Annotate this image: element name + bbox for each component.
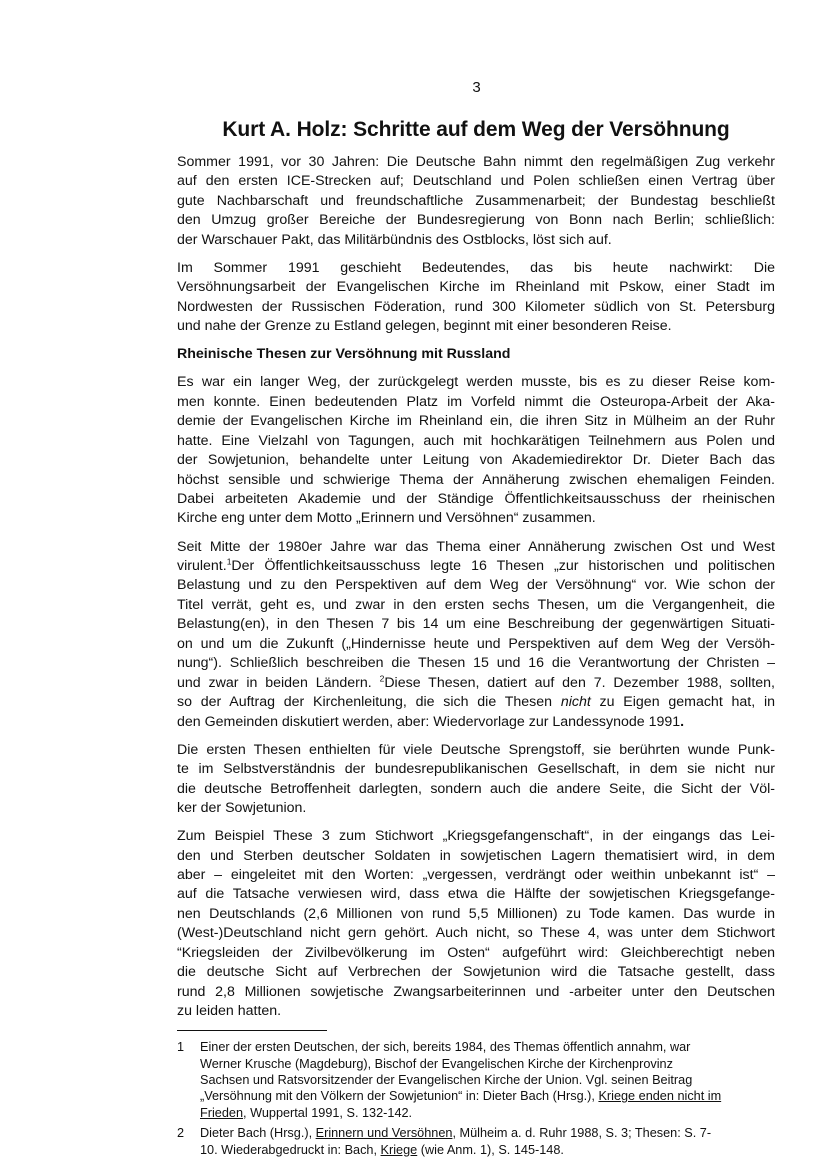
text-line: Zum Beispiel These 3 zum Stichwort „Kriegsgefangenschaft“, in der eingangs das Lei- [177,828,775,845]
text-fragment: und zwar in beiden Ländern. [177,674,380,691]
book-title-link[interactable]: Frieden [200,1105,244,1120]
text-fragment: den Gemeinden diskutiert werden, aber: Wiedervorlage zur Landessynode 1991 [177,713,681,730]
text-line: Kirche eng unter dem Motto „Erinnern und Versöhnen“ zusammen. [177,510,596,527]
text-fragment: „Versöhnung mit den Völkern der Sowjetunion“ in: Dieter Bach (Hrsg.), [200,1089,599,1104]
footnote-text [200,1039,775,1121]
text-fragment: , Mülheim a. d. Ruhr 1988, S. 3; Thesen: S. 7- [452,1126,712,1141]
text-line: Dabei arbeiteten Akademie und der Ständige Öffentlichkeitsausschuss der rheinischen [177,491,775,508]
footnote-text [200,1125,775,1158]
text-line: Belastung und zu den Perspektiven auf dem Weg der Versöhnung“ vor. Wie schon der [177,577,775,594]
text-line: men konnte. Einen bedeutenden Platz im Vorfeld nimmt die Osteuropa-Arbeit der Aka- [177,393,775,410]
text-line: te im Selbstverständnis der bundesrepublikanischen Gesellschaft, in dem sie nicht nur [177,761,775,778]
text-line: den Umzug großer Bereiche der Bundesregierung von Bonn nach Berlin; schließlich: [177,212,775,229]
text-fragment: , Wuppertal 1991, S. 132-142. [243,1105,413,1120]
text-fragment: Dieter Bach (Hrsg.), [200,1126,316,1141]
text-line: (West-)Deutschland nicht gern gehört. Auch nicht, so These 4, was unter dem Stichwort [177,925,775,942]
text-line: rund 2,8 Millionen sowjetische Zwangsarbeiterinnen und -arbeiter unter den Deutschen [177,983,775,1000]
book-title-link[interactable]: Kriege [380,1142,418,1157]
text-line: höchst sensible und schwierige Thema der Annäherung zwischen ehemaligen Feinden. [177,471,775,488]
text-line [177,557,775,576]
text-fragment: so der Auftrag der Kirchenleitung, die sich die Thesen [177,694,561,711]
text-line: Sommer 1991, vor 30 Jahren: Die Deutsche Bahn nimmt den regelmäßigen Zug verkehr [177,154,775,170]
document-body [177,117,775,1162]
text-line: der Warschauer Pakt, das Militärbündnis des Ostblocks, löst sich auf. [177,231,612,248]
text-line: und nahe der Grenze zu Estland gelegen, beginnt mit einer besonderen Reise. [177,318,672,335]
footnote-number: 1 [177,1040,185,1055]
text-line: Versöhnungsarbeit der Evangelischen Kirche im Rheinland mit Pskow, einer Stadt im [177,279,775,296]
footnote-ref-2[interactable]: 2 [379,672,385,683]
text-line [177,713,775,732]
paragraph-1 [177,153,775,250]
text-line: hatte. Eine Vielzahl von Tagungen, auch mit hochkarätigen Teilnehmern aus Polen und [177,432,775,449]
footnote-2 [177,1125,775,1158]
section-heading: Rheinische Thesen zur Versöhnung mit Russland [177,346,511,363]
text-line: die deutsche Betroffenheit darlegten, sondern auch die andere Seite, die Sicht der Völ- [177,780,775,797]
text-line: Die ersten Thesen enthielten für viele Deutsche Sprengstoff, sie berührten wunde Punk- [177,741,775,758]
paragraph-6 [177,827,775,1022]
text-line: den und Sterben deutscher Soldaten in sowjetischen Lagern thematisiert wird, in dem [177,847,775,864]
text-line [177,693,775,712]
page-number: 3 [472,79,481,96]
footnote-1 [177,1039,775,1121]
text-fragment: 10. Wiederabgedruckt in: Bach, [200,1142,381,1157]
paragraph-5 [177,741,775,819]
text-line: “Kriegsleiden der Zivilbevölkerung im Osten“ aufgeführt wird: Gleichberechtigt neben [177,944,775,961]
footnote-ref-1[interactable]: 1 [226,556,232,567]
text-fragment: (wie Anm. 1), S. 145-148. [417,1142,564,1157]
text-line: die deutsche Sicht auf Verbrechen der Sowjetunion wird die Tatsache gestellt, dass [177,964,775,981]
paragraph-4 [177,538,775,733]
bold-period: . [680,713,685,730]
text-line: demie der Evangelischen Kirche im Rheinland ein, die ihren Sitz in Mülheim an der Ruhr [177,413,775,430]
text-line: Nordwesten der Russischen Föderation, rund 300 Kilometer südlich von St. Petersburg [177,298,775,315]
text-line: Es war ein langer Weg, der zurückgelegt werden musste, bis es zu dieser Reise kom- [177,374,775,391]
document-title: Kurt A. Holz: Schritte auf dem Weg der Versöhnung [222,118,730,141]
text-line: Seit Mitte der 1980er Jahre war das Thema einer Annäherung zwischen Ost und West [177,538,775,555]
text-line: Im Sommer 1991 geschieht Bedeutendes, das bis heute nachwirkt: Die [177,259,775,276]
footnote-divider [177,1030,327,1031]
text-line [177,674,775,693]
emphasis: nicht [560,694,591,711]
text-line: ker der Sowjetunion. [177,800,307,817]
text-fragment: Der Öffentlichkeitsausschuss legte 16 Thesen „zur historischen und politischen [231,557,775,574]
text-fragment: zu Eigen gemacht hat, in [590,694,775,711]
paragraph-2 [177,259,775,337]
text-line: Belastung(en), in den Thesen 7 bis 14 um eine Beschreibung der gegenwärtigen Situati- [177,616,775,633]
text-line: Sachsen und Ratsvorsitzender der Evangelischen Kirche der Union. Vgl. seinen Beitrag [200,1073,693,1087]
text-line: Titel verrät, geht es, und zwar in den ersten sechs Thesen, um die Vergangenheit, die [177,596,775,613]
text-fragment: Diese Thesen, datiert auf den 7. Dezember 1988, sollten, [384,674,776,691]
text-line: nung“). Schließlich beschreiben die Thesen 15 und 16 die Verantwortung der Christen – [177,655,775,672]
text-line: Einer der ersten Deutschen, der sich, bereits 1984, des Themas öffentlich annahm, war [200,1040,691,1055]
book-title-link[interactable]: Erinnern und Versöhnen [315,1126,453,1141]
text-fragment: virulent. [177,557,227,574]
text-line: auf den ersten ICE-Strecken auf; Deutschland und Polen schließen einen Vertrag über [177,173,775,190]
paragraph-3 [177,373,775,529]
text-line: auf die Tatsache verwiesen wird, dass etwa die Hälfte der sowjetischen Kriegsgefange- [177,886,775,903]
text-line: nen Deutschlands (2,6 Millionen von rund 5,5 Millionen) zu Tode kamen. Das wurde in [177,905,775,922]
text-line: on und um die Zukunft („Hindernisse heute und Perspektiven auf dem Weg der Versöh- [177,635,775,652]
text-line: Werner Krusche (Magdeburg), Bischof der Evangelischen Kirche der Kirchenprovinz [200,1056,673,1071]
text-line: aber – eingeleitet mit den Worten: „vergessen, verdrängt oder weithin unbekannt ist“ – [177,866,775,883]
book-title-link[interactable]: Kriege enden nicht im [598,1089,722,1104]
text-line: gute Nachbarschaft und freundschaftliche Zusammenarbeit; der Bundestag beschließt [177,192,775,209]
text-line: zu leiden hatten. [177,1003,282,1020]
footnote-number: 2 [177,1126,185,1141]
text-line: der Sowjetunion, behandelte unter Leitung von Akademiedirektor Dr. Dieter Bach das [177,452,775,469]
